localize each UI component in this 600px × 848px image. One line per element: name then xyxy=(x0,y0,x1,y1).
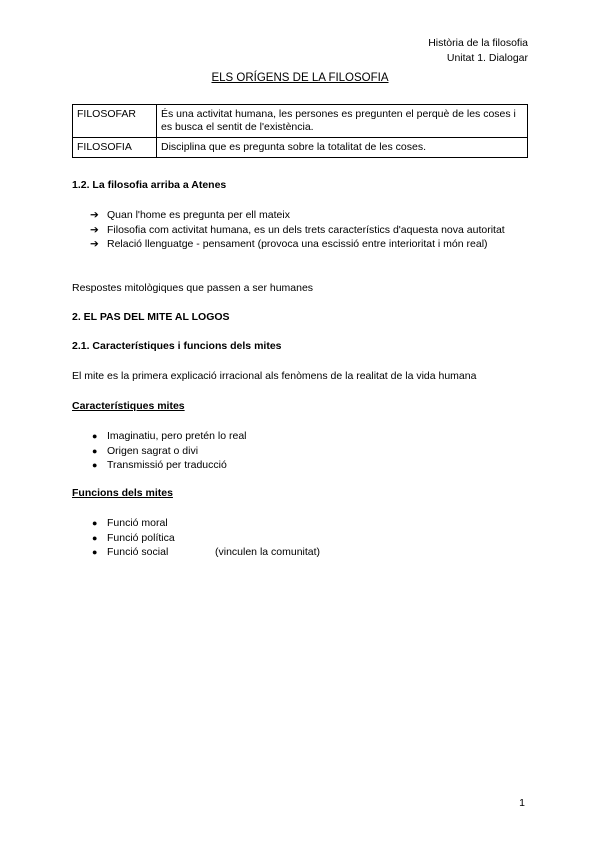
arrow-right-icon: ➔ xyxy=(90,223,99,236)
definition-term: FILOSOFIA xyxy=(73,138,157,158)
bullet-icon: ● xyxy=(92,547,98,557)
section-1-2-note: Respostes mitològiques que passen a ser humanes xyxy=(72,282,314,294)
table-row xyxy=(73,105,528,138)
bullet-icon: ● xyxy=(92,532,98,543)
header-unit: Unitat 1. Dialogar xyxy=(446,52,528,64)
arrow-right-icon: ➔ xyxy=(90,209,99,221)
definition-text: És una activitat humana, les persones es pregunten el perquè de les coses i es busca el sentit de l'existència. xyxy=(157,105,528,138)
section-1-2-heading: 1.2. La filosofia arriba a Atenes xyxy=(72,179,227,191)
list-item: ● Funció moral xyxy=(92,517,168,529)
bullet-icon: ● xyxy=(92,431,98,441)
table-row xyxy=(73,138,528,158)
functions-list xyxy=(90,516,520,560)
list-item: ● Imaginatiu, pero pretén lo real xyxy=(92,430,247,442)
functions-heading: Funcions dels mites xyxy=(72,487,173,499)
list-item: ➔ Relació llenguatge - pensament (provoca una escissió entre interioritat i món real) xyxy=(90,238,488,250)
atenes-list xyxy=(90,208,520,252)
list-item: ● Funció política xyxy=(92,531,175,544)
section-2-heading: 2. EL PAS DEL MITE AL LOGOS xyxy=(72,311,230,323)
header-subject: Història de la filosofia xyxy=(428,37,528,49)
list-item: ➔ Quan l'home es pregunta per ell mateix xyxy=(90,209,290,221)
definitions-table xyxy=(72,104,528,158)
page-number: 1 xyxy=(519,797,525,809)
bullet-icon: ● xyxy=(92,460,98,470)
bullet-icon: ● xyxy=(92,518,98,528)
characteristics-heading: Característiques mites xyxy=(72,400,185,412)
definition-term: FILOSOFAR xyxy=(73,105,157,138)
page-title: ELS ORÍGENS DE LA FILOSOFIA xyxy=(211,72,389,84)
definition-text: Disciplina que es pregunta sobre la totalitat de les coses. xyxy=(157,138,528,158)
function-note: (vinculen la comunitat) xyxy=(215,546,321,558)
bullet-icon: ● xyxy=(92,445,98,456)
section-2-1-heading: 2.1. Característiques i funcions dels mites xyxy=(72,340,282,352)
list-item: ➔ Filosofia com activitat humana, es un dels trets característics d'aquesta nova autoritat xyxy=(90,223,505,236)
section-2-1-intro: El mite es la primera explicació irracional als fenòmens de la realitat de la vida humana xyxy=(72,370,477,382)
list-item: ● Funció social (vinculen la comunitat) xyxy=(92,546,321,558)
characteristics-list xyxy=(90,429,520,473)
arrow-right-icon: ➔ xyxy=(90,238,99,250)
list-item: ● Transmissió per traducció xyxy=(92,459,227,471)
list-item: ● Origen sagrat o divi xyxy=(92,444,199,457)
